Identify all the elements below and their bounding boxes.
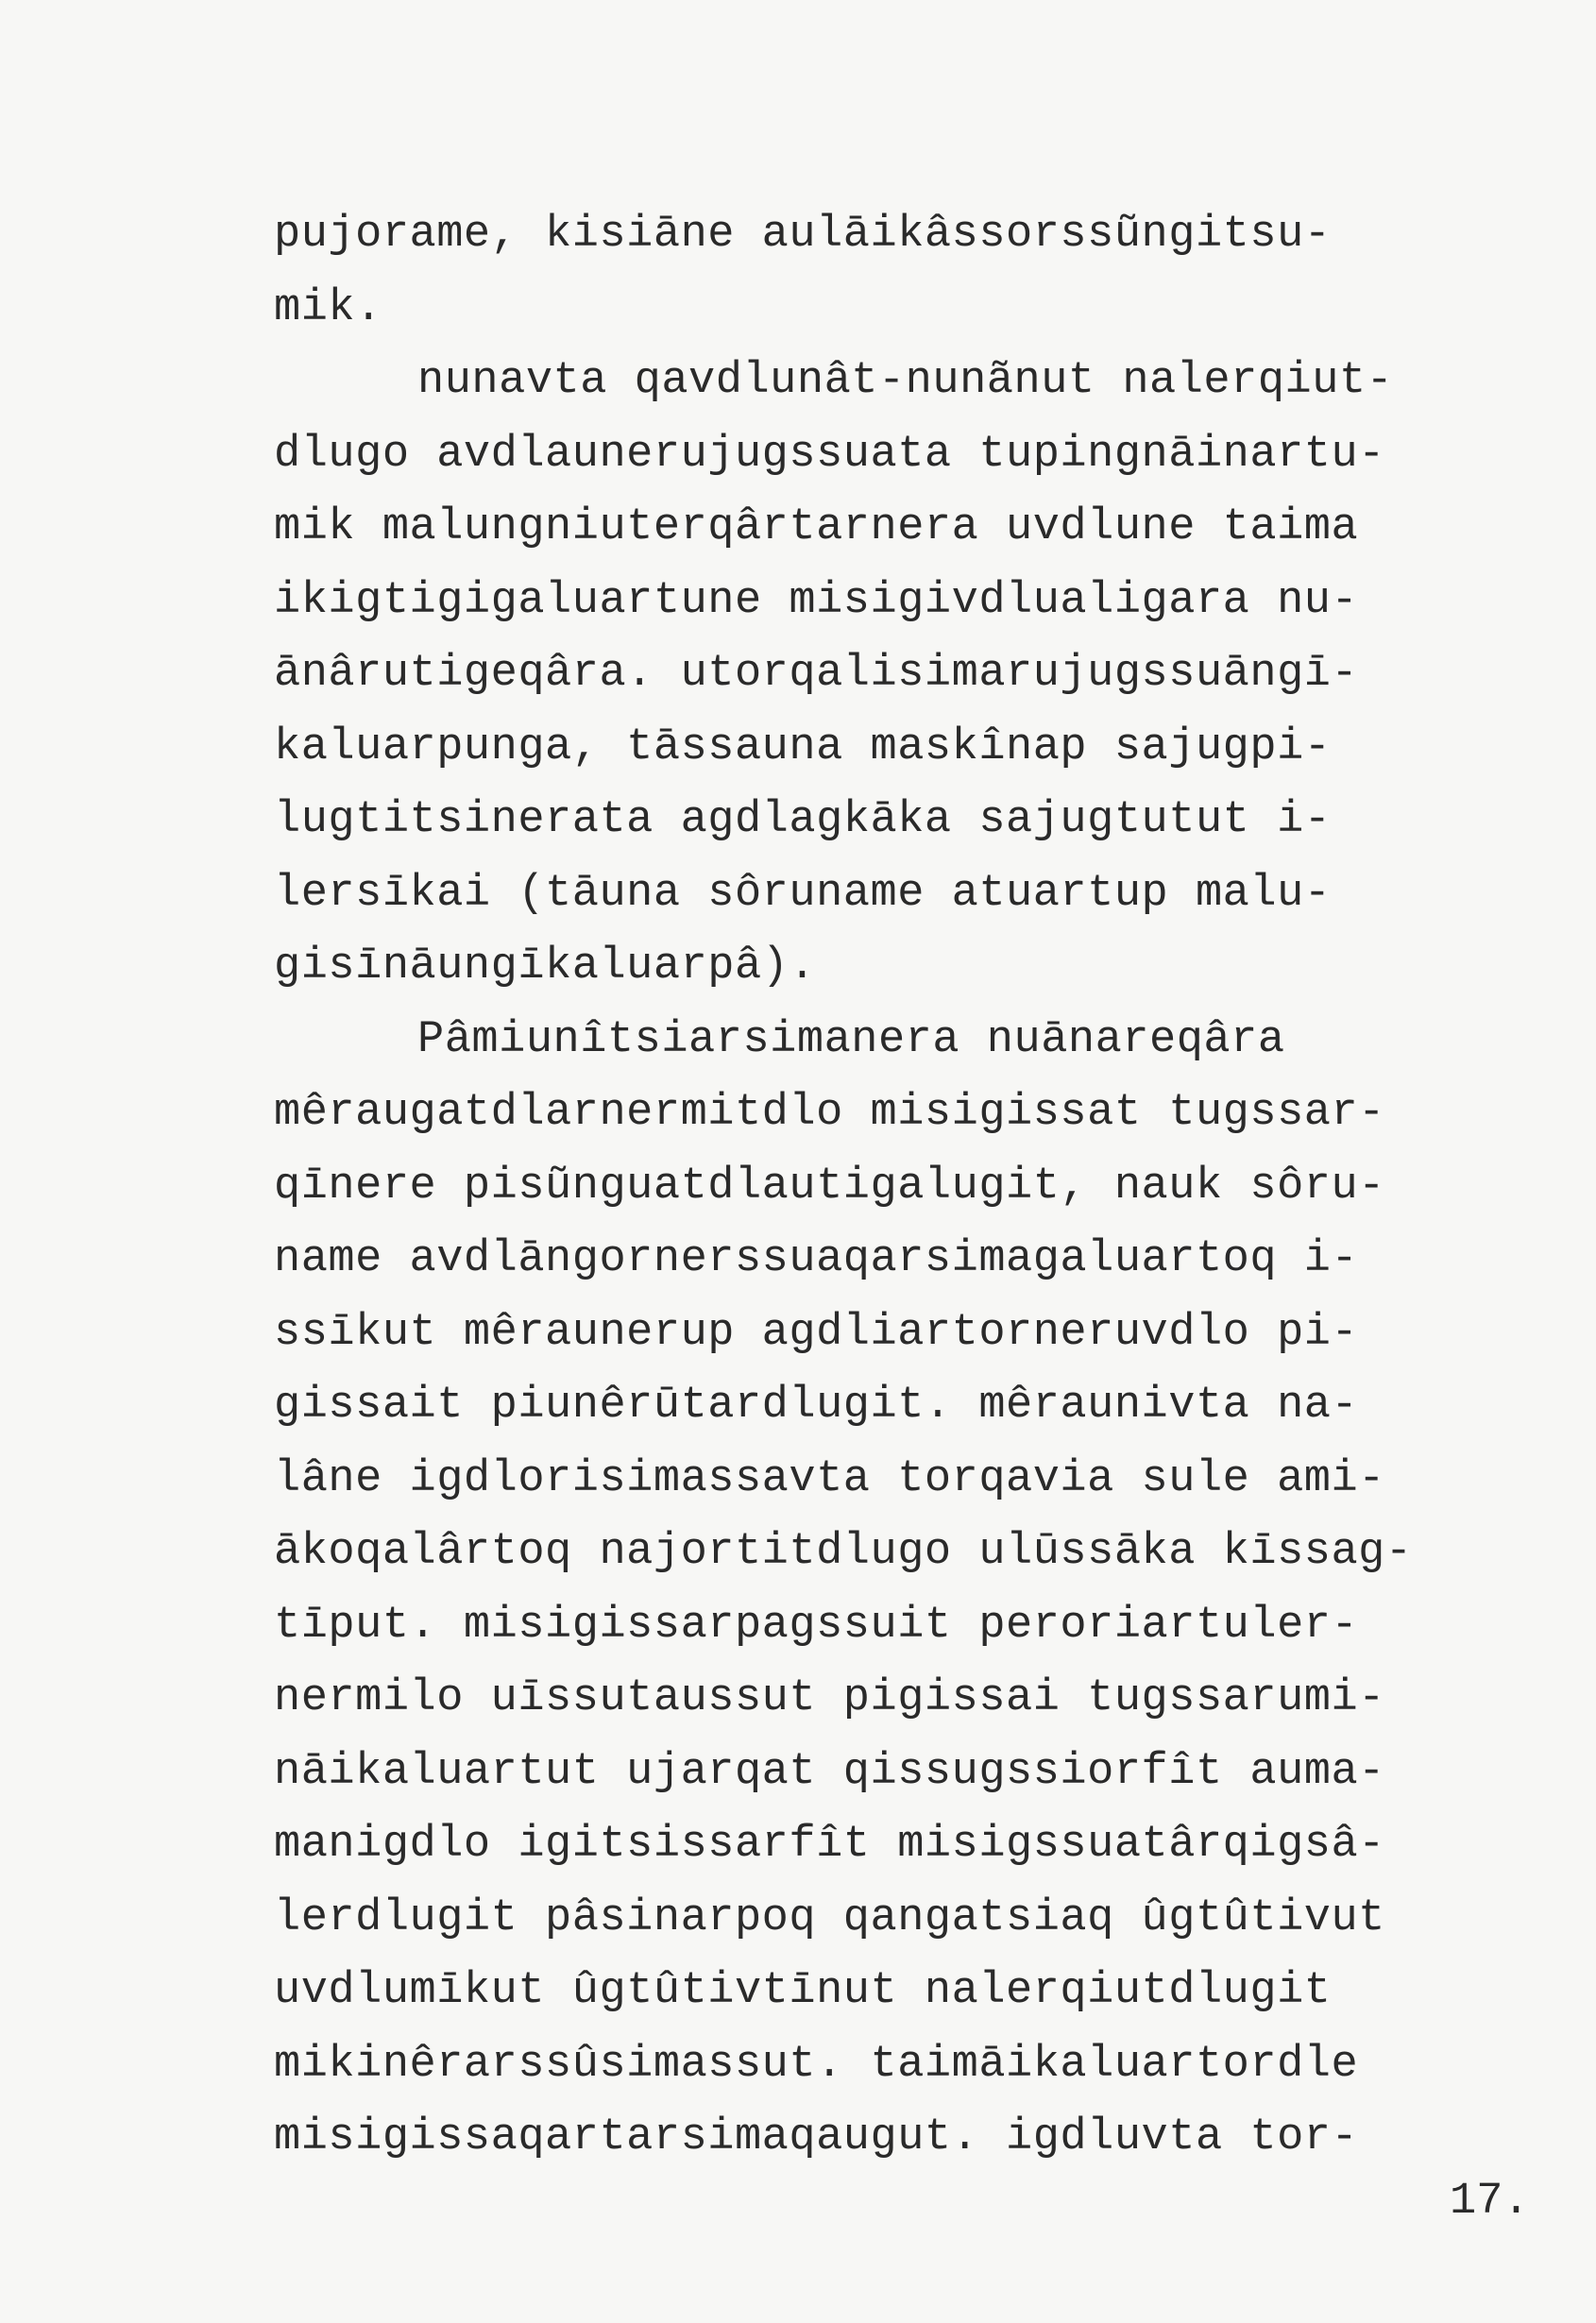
- text-line: gisīnāungīkaluarpâ).: [274, 941, 817, 992]
- text-line: ākoqalârtoq najortitdlugo ulūssāka kīssag-: [274, 1527, 1413, 1577]
- text-line: pujorame, kisiāne aulāikâssorssũngitsu-: [274, 210, 1332, 260]
- body-text: [274, 198, 1520, 2175]
- text-line: lersīkai (tāuna sôruname atuartup malu-: [274, 868, 1332, 919]
- text-line: mik malungniuterqârtarnera uvdlune taima: [274, 502, 1359, 552]
- text-line: mik.: [274, 282, 382, 333]
- text-line: nāikaluartut ujarqat qissugssiorfît auma-: [274, 1746, 1385, 1797]
- text-line: ānârutigeqâra. utorqalisimarujugssuāngī-: [274, 649, 1359, 699]
- text-line: mikinêrarssûsimassut. taimāikaluartordle: [274, 2039, 1359, 2090]
- page-number: 17.: [1450, 2177, 1530, 2227]
- text-line: lâne igdlorisimassavta torqavia sule ami-: [274, 1453, 1385, 1504]
- text-line: kaluarpunga, tāssauna maskînap sajugpi-: [274, 721, 1332, 772]
- text-line: dlugo avdlaunerujugssuata tupingnāinartu-: [274, 429, 1385, 480]
- text-line: tīput. misigissarpagssuit peroriartuler-: [274, 1600, 1359, 1651]
- paragraph-start-line: Pâmiunîtsiarsimanera nuānareqâra: [417, 1014, 1285, 1065]
- text-line: ikigtigigaluartune misigivdlualigara nu-: [274, 575, 1359, 626]
- paragraph-start-line: nunavta qavdlunât-nunãnut nalerqiut-: [417, 356, 1394, 406]
- text-line: manigdlo igitsissarfît misigssuatârqigsâ-: [274, 1820, 1385, 1870]
- text-line: name avdlāngornerssuaqarsimagaluartoq i-: [274, 1234, 1359, 1284]
- text-line: ssīkut mêraunerup agdliartorneruvdlo pi-: [274, 1307, 1359, 1358]
- text-line: gissait piunêrūtardlugit. mêraunivta na-: [274, 1381, 1359, 1431]
- text-line: qīnere pisũnguatdlautigalugit, nauk sôru-: [274, 1161, 1385, 1212]
- text-line: lerdlugit pâsinarpoq qangatsiaq ûgtûtivut: [274, 1892, 1385, 1943]
- text-line: nermilo uīssutaussut pigissai tugssarumi-: [274, 1673, 1385, 1723]
- text-line: misigissaqartarsimaqaugut. igdluvta tor-: [274, 2112, 1359, 2162]
- text-line: uvdlumīkut ûgtûtivtīnut nalerqiutdlugit: [274, 1966, 1332, 2016]
- text-line: lugtitsinerata agdlagkāka sajugtutut i-: [274, 795, 1332, 845]
- text-line: mêraugatdlarnermitdlo misigissat tugssar-: [274, 1088, 1385, 1138]
